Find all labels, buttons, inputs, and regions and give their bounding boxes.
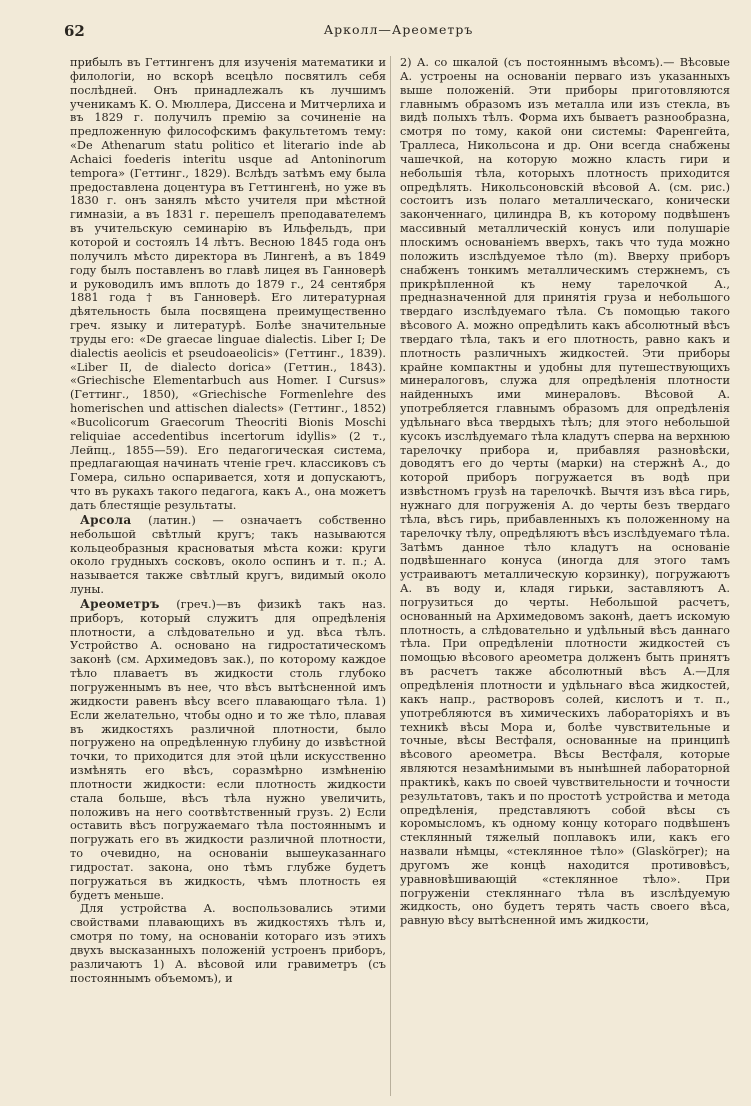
areometer-continuation: 2) А. со шкалой (съ постояннымъ вѣсомъ).— Вѣсовые А. устроены на основаніи перваго изъ указанныхъ выше положеній. Эти приборы приготовляются главнымъ образомъ изъ металла или изъ стекла, въ видѣ полыхъ тѣлъ. Форма ихъ бываетъ разнообразна, смотря по тому, какой они системы: Фаренгейта, Траллеса, Никольсона и др. Они всегда снабжены чашечкой, на которую можно класть гири и небольшія тѣла, которыхъ плотность приходится опредѣлять. Никольсоновскій вѣсовой А. (см. рис.) состоитъ изъ полаго металлическаго, конически законченнаго, цилиндра В, къ которому подвѣшенъ массивный металлическій конусъ или полушаріе плоскимъ основаніемъ вверхъ, такъ что туда можно положить изслѣдуемое тѣло (m). Вверху приборъ снабженъ тонкимъ металлическимъ стержнемъ, съ прикрѣпленной къ нему тарелочкой А., предназначенной для принятія груза и небольшого твердаго изслѣдуемаго тѣла. Съ помощью такого вѣсового А. можно опредѣлить какъ абсолютный вѣсъ твердаго тѣла, такъ и его плотность, равно какъ и плотность различныхъ жидкостей. Эти приборы крайне компактны и удобны для путешествующихъ минералоговъ, служа для опредѣленія плотности найденныхъ ими минераловъ. Вѣсовой А. употребляется главнымъ образомъ для опредѣленія удѣльнаго вѣса твердыхъ тѣлъ; для этого небольшой кусокъ изслѣдуемаго тѣла кладутъ сперва на верхнюю тарелочку прибора и, прибавляя разновѣски, доводятъ его до черты (марки) на стержнѣ А., до которой приборъ погружается въ водѣ при извѣстномъ грузѣ на тарелочкѣ. Вычтя изъ вѣса гирь, нужнаго для погруженія А. до черты безъ твердаго тѣла, вѣсъ гирь, прибавленныхъ къ положенному на тарелочку тѣлу, опредѣляютъ вѣсъ изслѣдуемаго тѣла. Затѣмъ данное тѣло кладутъ на основаніе подвѣшеннаго конуса (иногда для этого тамъ устраиваютъ металлическую корзинку), погружаютъ А. въ воду и, кладя гирьки, заставляютъ А. погрузиться до черты. Небольшой расчетъ, основанный на Архимедовомъ законѣ, даетъ искомую плотность, а слѣдовательно и удѣльный вѣсъ даннаго тѣла. При опредѣленіи плотности жидкостей съ помощью вѣсового ареометра долженъ быть принятъ въ расчетъ также абсолютный вѣсъ А.—Для опредѣленія плотности и удѣльнаго вѣса жидкостей, какъ напр., растворовъ солей, кислотъ и т. п., употребляются въ химическихъ лабораторіяхъ и въ техникѣ вѣсы Мора и, болѣе чувствительные и точные, вѣсы Вестфаля, основанные на принципѣ вѣсового ареометра. Вѣсы Вестфаля, которые являются незамѣнимыми въ нынѣшней лабораторной практикѣ, какъ по своей чувствительности и точности результатовъ, такъ и по простотѣ устройства и метода опредѣленія, представляютъ собой вѣсы съ коромысломъ, къ одному концу котораго подвѣшенъ стеклянный тяжелый поплавокъ или, какъ его назвали нѣмцы, «стеклянное тѣло» (Glaskörper); на другомъ же концѣ находится противовѣсъ, уравновѣшивающій «стеклянное тѣло». При погруженіи стекляннаго тѣла въ изслѣдуемую жидкость, оно будетъ терять часть своего вѣса, равную вѣсу вытѣсненной имъ жидкости, bbox=[400, 56, 730, 928]
entry-areola bbox=[70, 514, 386, 597]
headword-areometer: Ареометръ bbox=[80, 596, 160, 611]
right-column bbox=[400, 56, 730, 1096]
entry-areometer bbox=[70, 598, 386, 903]
left-column bbox=[70, 56, 386, 1096]
headword-areola: Арсола bbox=[80, 512, 132, 527]
article-continuation: прибылъ въ Геттингенъ для изученія математики и филологіи, но вскорѣ всецѣло посвятилъ себя послѣдней. Онъ принадлежалъ къ лучшимъ ученикамъ К. О. Мюллера, Диссена и Митчерлиха и въ 1829 г. получилъ премію за сочиненіе на предложенную философскимъ факультетомъ тему: «De Athenarum statu politico et literario inde ab Achaici foederis interitu usque ad Antoninorum tempora» (Геттинг., 1829). Вслѣдъ затѣмъ ему была предоставлена доцентура въ Геттингенѣ, но уже въ 1830 г. онъ занялъ мѣсто учителя при мѣстной гимназіи, а въ 1831 г. перешелъ преподавателемъ въ учительскую семинарію въ Ильфельдъ, при которой и состоялъ 14 лѣтъ. Весною 1845 года онъ получилъ мѣсто директора въ Лингенѣ, а въ 1849 году былъ поставленъ во главѣ лицея въ Ганноверѣ и руководилъ имъ вплоть до 1879 г., 24 сентября 1881 года † въ Ганноверѣ. Его литературная дѣятельность была посвящена преимущественно греч. языку и литературѣ. Болѣе значительные труды его: «De graecae linguae dialectis. Liber I; De dialectis aeolicis et pseudoaeolicis» (Геттинг., 1839). «Liber II, de dialecto dorica» (Геттин., 1843). «Griechische Elementarbuch aus Homer. I Cursus» (Геттинг., 1850), «Griechische Formenlehre des homerischen und attischen dialects» (Геттинг., 1852) «Bucolicorum Graecorum Theocriti Bionis Moschi reliquiae accedentibus incertorum idyllis» (2 т., Лейпц., 1855—59). Его педагогическая система, предлагающая начинать чтеніе греч. классиковъ съ Гомера, сильно оспаривается, хотя и допускаютъ, что въ рукахъ такого педагога, какъ А., она можетъ дать блестящіе результаты. bbox=[70, 56, 386, 512]
column-divider bbox=[390, 56, 391, 1096]
page-header bbox=[64, 22, 733, 42]
page-number: 62 bbox=[64, 22, 85, 40]
entry-areometer-text: (греч.)—въ физикѣ такъ наз. приборъ, который служитъ для опредѣленія плотности, а слѣдовательно и уд. вѣса тѣлъ. Устройство А. основано на гидростатическомъ законѣ (см. Архимедовъ зак.), по которому каждое тѣло плаваетъ въ жидкости столь глубоко погруженнымъ въ нее, что вѣсъ вытѣсненной имъ жидкости равенъ вѣсу всего плавающаго тѣла. 1) Если желательно, чтобы одно и то же тѣло, плавая въ жидкостяхъ различной плотности, было погружено на опредѣленную глубину до извѣстной точки, то приходится для этой цѣли искусственно измѣнять его вѣсъ, соразмѣрно измѣненію плотности жидкости: если плотность жидкости стала больше, вѣсъ тѣла нужно увеличить, положивъ на него соотвѣтственный грузъ. 2) Если оставить вѣсъ погружаемаго тѣла постояннымъ и погружать его въ жидкости различной плотности, то очевидно, на основаніи вышеуказаннаго гидростат. закона, оно тѣмъ глубже будетъ погружаться въ жидкость, чѣмъ плотность ея будетъ меньше. bbox=[70, 597, 386, 902]
running-head: Арколл—Ареометръ bbox=[323, 22, 474, 37]
entry-areola-text: (латин.) — означаетъ собственно небольшой свѣтлый кругъ; такъ называются кольцеобразныя красноватыя мѣста кожи: круги около грудныхъ сосковъ, около оспинъ и т. п.; А. называется также свѣтлый кругъ, видимый около луны. bbox=[70, 513, 386, 597]
areometer-types-paragraph: Для устройства А. воспользовались этими свойствами плавающихъ въ жидкостяхъ тѣлъ и, смотря по тому, на основаніи котораго изъ этихъ двухъ высказанныхъ положеній устроенъ приборъ, различаютъ 1) А. вѣсовой или гравиметръ (съ постояннымъ объемомъ), и bbox=[70, 902, 386, 985]
